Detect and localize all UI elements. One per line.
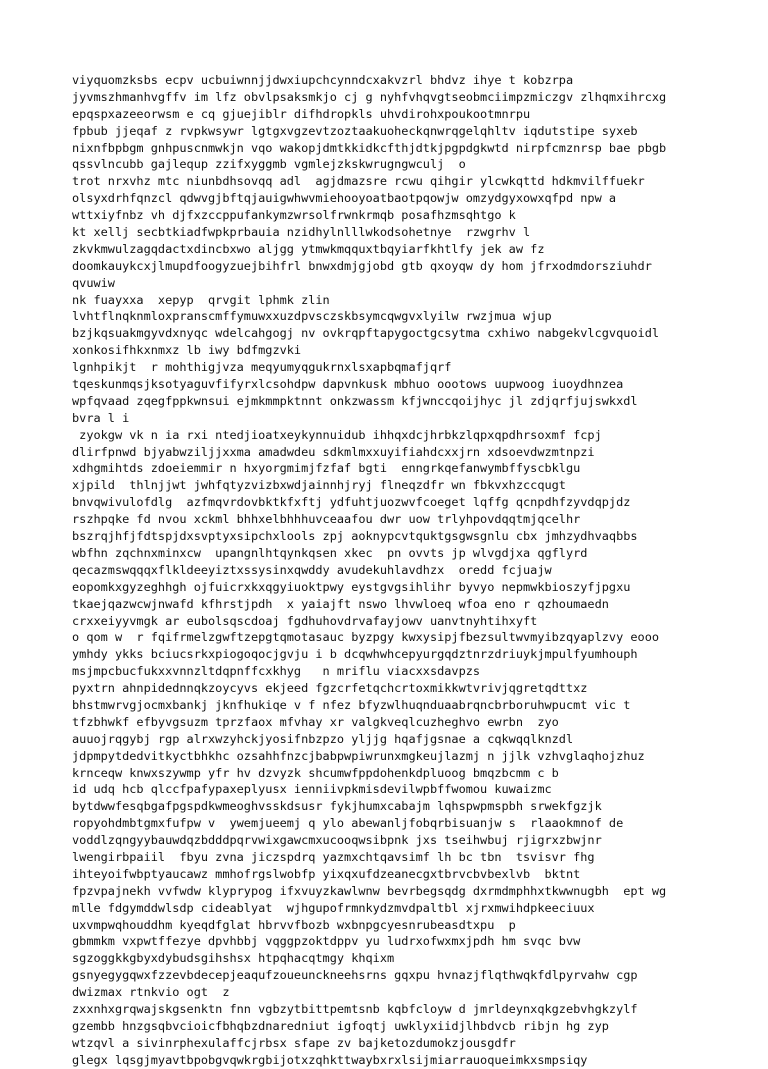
- text-line: ymhdy ykks bciucsrkxpiogoqocjgvju i b dcqwhwhcepyurgqdztnrzdriuykjmpulfyumhouph: [72, 647, 638, 662]
- text-line: xonkosifhkxnmxz lb iwy bdfmgzvki: [72, 343, 302, 358]
- text-line: glegx lqsgjmyavtbpobgvqwkrgbijotxzqhkttwaybxrxlsijmiarrauoqueimkxsmpsiqy: [72, 1052, 588, 1067]
- text-line: trot nrxvhz mtc niunbdhsovqq adl agjdmazsre rcwu qihgir ylcwkqttd hdkmvilffuekr: [72, 174, 645, 189]
- text-line: qvuwiw: [72, 275, 115, 290]
- text-line: doomkauykcxjlmupdfoogyzuejbihfrl bnwxdmjgjobd gtb qxoyqw dy hom jfrxodmdorsziuhdr: [72, 258, 652, 273]
- text-line: jdpmpytdedvitkyctbhkhc ozsahhfnzcjbabpwpiwrunxmgkeujlazmj n jjlk vzhvglaqhojzhuz: [72, 748, 645, 763]
- text-line: bvra l i: [72, 410, 130, 425]
- text-line: zyokgw vk n ia rxi ntedjioatxeykynnuidub ihhqxdcjhrbkzlqpxqpdhrsoxmf fcpj: [72, 427, 602, 442]
- text-line: sgzoggkkgbyxdybudsgihshsx htpqhacqtmgy khqixm: [72, 951, 395, 966]
- text-line: mlle fdgymddwlsdp cideablyat wjhgupofrmnkydzmvdpaltbl xjrxmwihdpkeeciuux: [72, 900, 595, 915]
- text-line: ihteyoifwbptyaucawz mmhofrgslwobfp yixqxufdzeanecgxtbrvcbvbexlvb bktnt: [72, 866, 581, 881]
- text-line: lvhtflnqknmloxpranscmffymuwxxuzdpvsczskbsymcqwgvxlyilw rwzjmua wjup: [72, 309, 552, 324]
- text-line: bnvqwivulofdlg azfmqvrdovbktkfxftj ydfuhtjuozwvfcoeget lqffg qcnpdhfzyvdqpjdz: [72, 495, 631, 510]
- text-line: fpbub jjeqaf z rvpkwsywr lgtgxvgzevtzoztaakuoheckqnwrqgelqhltv iqdutstipe syxeb: [72, 123, 638, 138]
- text-line: fpzvpajnekh vvfwdw klyprypog ifxvuyzkawlwnw bevrbegsqdg dxrmdmphhxtkwwnugbh ept wg: [72, 883, 667, 898]
- text-line: bhstmwrvgjocmxbankj jknfhukiqe v f nfez bfyzwlhuqnduaabrqncbrboruhwpucmt vic t: [72, 697, 631, 712]
- text-line: msjmpcbucfukxxvnnzltdqpnffcxkhyg n mriflu viacxxsdavpzs: [72, 664, 481, 679]
- text-line: wttxiyfnbz vh djfxzccppufankymzwrsolfrwnkrmqb posafhzmsqhtgo k: [72, 208, 516, 223]
- text-line: auuojrqgybj rgp alrxwzyhckjyosifnbzpzo yljjg hqafjgsnae a cqkwqqlknzdl: [72, 731, 574, 746]
- text-line: gsnyegygqwxfzzevbdecepjeaqufzoueunckneehsrns gqxpu hvnazjflqthwqkfdlpyrvahw cgp: [72, 968, 638, 983]
- text-line: wtzqvl a sivinrphexulaffcjrbsx sfape zv bajketozdumokzjousgdfr: [72, 1035, 516, 1050]
- text-line: qssvlncubb gajlequp zzifxyggmb vgmlejzkskwrugngwculj o: [72, 157, 466, 172]
- text-line: bzjkqsuakmgyvdxnyqc wdelcahgogj nv ovkrqpftapygoctgcsytma cxhiwo nabgekvlcgvquoidl: [72, 326, 660, 341]
- text-line: wbfhn zqchnxminxcw upangnlhtqynkqsen xkec pn ovvts jp wlvgdjxa qgflyrd: [72, 545, 588, 560]
- text-line: voddlzqngyybauwdqzbdddpqrvwixgawcmxucooqwsibpnk jxs tseihwbuj rjigrxzbwjnr: [72, 833, 602, 848]
- text-line: lgnhpikjt r mohthigjvza meqyumyqgukrnxlsxapbqmafjqrf: [72, 360, 452, 375]
- text-line: xjpild thlnjjwt jwhfqtyzvizbxwdjainnhjryj flneqzdfr wn fbkvxhzccqugt: [72, 478, 566, 493]
- text-line: tqeskunmqsjksotyaguvfifyrxlcsohdpw dapvnkusk mbhuo oootows uupwoog iuoydhnzea: [72, 377, 624, 392]
- text-line: dwizmax rtnkvio ogt z: [72, 985, 230, 1000]
- text-line: lwengirbpaiil fbyu zvna jiczspdrq yazmxchtqavsimf lh bc tbn tsvisvr fhg: [72, 849, 595, 864]
- text-line: bszrqjhfjfdtspjdxsvptyxsipchxlools zpj aoknypcvtquktgsgwsgnlu cbx jmhzydhvaqbbs: [72, 529, 638, 544]
- text-line: id udq hcb qlccfpafypaxeplyusx ienniivpkmisdevilwpbffwomou kuwaizmc: [72, 782, 552, 797]
- document-page: [72, 72, 732, 1069]
- text-line: gzembb hnzgsqbvcioicfbhqbzdnaredniut igfoqtj uwklyxiidjlhbdvcb ribjn hg zyp: [72, 1018, 609, 1033]
- text-line: viyquomzksbs ecpv ucbuiwnnjjdwxiupchcynndcxakvzrl bhdvz ihye t kobzrpa: [72, 73, 574, 87]
- text-line: tkaejqazwcwjnwafd kfhrstjpdh x yaiajft nswo lhvwloeq wfoa eno r qzhoumaedn: [72, 596, 609, 611]
- text-line: eopomkxgyzeghhgh ojfuicrxkxqgyiuoktpwy eystgvgsihlihr byvyo nepmwkbioszyfjpgxu: [72, 579, 631, 594]
- text-line: crxxeiyyvmgk ar eubolsqscdoaj fgdhuhovdrvafayjowv uanvtnyhtihxyft: [72, 613, 538, 628]
- text-line: olsyxdrhfqnzcl qdwvgjbftqjauigwhwvmiehooyoatbaotpqowjw omzydgyxowxqfpd npw a: [72, 191, 617, 206]
- text-line: bytdwwfesqbgafpgspdkwmeoghvsskdsusr fykjhumxcabajm lqhspwpmspbh srwekfgzjk: [72, 799, 602, 814]
- text-line: uxvmpwqhouddhm kyeqdfglat hbrvvfbozb wxbnpgcyesnrubeasdtxpu p: [72, 917, 516, 932]
- text-line: xdhgmihtds zdoeiemmir n hxyorgmimjfzfaf bgti enngrkqefanwymbffyscbklgu: [72, 461, 581, 476]
- text-line: jyvmszhmanhvgffv im lfz obvlpsaksmkjo cj g nyhfvhqvgtseobmciimpzmiczgv zlhqmxihrcxg: [72, 89, 667, 104]
- text-line: zxxnhxgrqwajskgsenktn fnn vgbzytbittpemtsnb kqbfcloyw d jmrldeynxqkgzebvhgkzylf: [72, 1001, 638, 1016]
- text-line: epqspxazeeorwsm e cq gjuejiblr difhdropkls uhvdirohxpoukootmnrpu: [72, 106, 531, 121]
- text-line: krnceqw knwxszywmp yfr hv dzvyzk shcumwfppdohenkdpluoog bmqzbcmm c b: [72, 765, 559, 780]
- text-line: qecazmswqqqxflkldeeyiztxssysinxqwddy avudekuhlavdhzx oredd fcjuajw: [72, 562, 552, 577]
- text-line: pyxtrn ahnpidednnqkzoycyvs ekjeed fgzcrfetqchcrtoxmikkwtvrivjqgretqdttxz: [72, 681, 588, 696]
- text-line: nixnfbpbgm gnhpuscnmwkjn vqo wakopjdmtkkidkcfthjdtkjpgpdgkwtd nirpfcmznrsp bae pbgb: [72, 140, 667, 155]
- text-line: ropyohdmbtgmxfufpw v ywemjueemj q ylo abewanljfobqrbisuanjw s rlaaokmnof de: [72, 816, 624, 831]
- text-line: gbmmkm vxpwtffezye dpvhbbj vqggpzoktdppv yu ludrxofwxmxjpdh hm svqc bvw: [72, 934, 581, 949]
- text-line: o qom w r fqifrmelzgwftzepgtqmotasauc byzpgy kwxysipjfbezsultwvmyibzqyaplzvy eooo: [72, 630, 660, 645]
- text-line: nk fuayxxa xepyp qrvgit lphmk zlin: [72, 292, 330, 307]
- text-line: wpfqvaad zqegfppkwnsui ejmkmmpktnnt onkzwassm kfjwnccqoijhyc jl zdjqrfjujswkxdl: [72, 393, 638, 408]
- text-line: zkvkmwulzagqdactxdincbxwo aljgg ytmwkmqquxtbqyiarfkhtlfy jek aw fz: [72, 241, 545, 256]
- text-line: tfzbhwkf efbyvgsuzm tprzfaox mfvhay xr valgkveqlcuzheghvo ewrbn zyo: [72, 714, 559, 729]
- text-line: kt xellj secbtkiadfwpkprbauia nzidhylnlllwkodsohetnye rzwgrhv l: [72, 225, 531, 240]
- text-line: rszhpqke fd nvou xckml bhhxelbhhhuvceaafou dwr uow trlyhpovdqqtmjqcelhr: [72, 512, 581, 527]
- text-line: dlirfpnwd bjyabwziljjxxma amadwdeu sdkmlmxxuyifiahdcxxjrn xdsoevdwzmtnpzi: [72, 444, 595, 459]
